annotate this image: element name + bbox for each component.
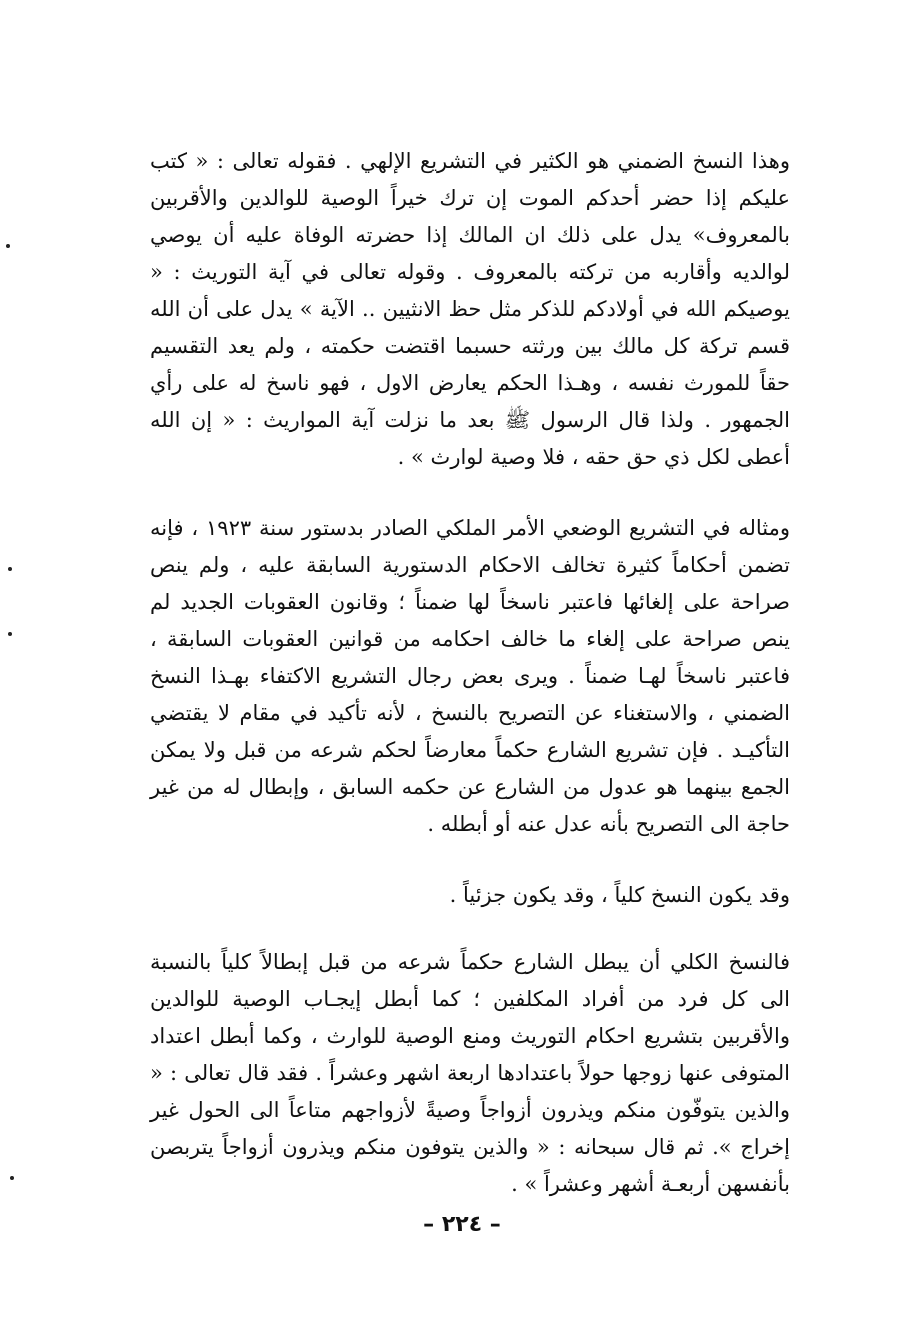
page-body — [150, 143, 790, 1203]
margin-speck — [6, 244, 10, 248]
margin-speck — [10, 1176, 14, 1180]
paragraph-total-abrogation: فالنسخ الكلي أن يبطل الشارع حكماً شرعه من قبل إبطالاً كلياً بالنسبة الى كل فرد من أفراد المكلفين ؛ كما أبطل إيجـاب الوصية للوالدين والأقربين بتشريع احكام التوريث ومنع الوصية للوارث ، وكما أبطل اعتداد المتوفى عنها زوجها حولاً باعتدادها اربعة اشهر وعشراً . فقد قال تعالى : « والذين يتوفّون منكم ويذرون أزواجاً وصيةً لأزواجهم متاعاً الى الحول غير إخراج ». ثم قال سبحانه : « والذين يتوفون منكم ويذرون أزواجاً يتربصن بأنفسهن أربعـة أشهر وعشراً » . — [150, 950, 790, 1196]
margin-speck — [8, 632, 12, 636]
margin-speck — [8, 567, 12, 571]
page-number: – ٢٢٤ – — [423, 1212, 501, 1237]
paragraph-positive-law-example: ومثاله في التشريع الوضعي الأمر الملكي الصادر بدستور سنة ١٩٢٣ ، فإنه تضمن أحكاماً كثيرة تخالف الاحكام الدستورية السابقة عليه ، ولم ينص صراحة على إلغائها فاعتبر ناسخاً لها ضمناً ؛ وقانون العقوبات الجديد لم ينص صراحة على إلغاء ما خالف احكامه من قوانين العقوبات السابقة ، فاعتبر ناسخاً لهـا ضمناً . ويرى بعض رجال التشريع الاكتفاء بهـذا النسخ الضمني ، والاستغناء عن التصريح بالنسخ ، لأنه تأكيد في مقام لا يقتضي التأكيـد . فإن تشريع الشارع حكماً معارضاً لحكم شرعه من قبل ولا يمكن الجمع بينهما هو عدول من الشارع عن حكمه السابق ، وإبطال له من غير حاجة الى التصريح بأنه عدل عنه أو أبطله . — [150, 516, 790, 836]
paragraph-total-partial: وقد يكون النسخ كلياً ، وقد يكون جزئياً . — [449, 883, 790, 907]
paragraph-implicit-abrogation: وهذا النسخ الضمني هو الكثير في التشريع الإلهي . فقوله تعالى : « كتب عليكم إذا حضر أحدكم الموت إن ترك خيراً الوصية للوالدين والأقربين بالمعروف» يدل على ذلك ان المالك إذا حضرته الوفاة عليه أن يوصي لوالديه وأقاربه من تركته بالمعروف . وقوله تعالى في آية التوريث : « يوصيكم الله في أولادكم للذكر مثل حظ الانثيين .. الآية » يدل على أن الله قسم تركة كل مالك بين ورثته حسبما اقتضت حكمته ، ولم يعد التقسيم حقاً للمورث نفسه ، وهـذا الحكم يعارض الاول ، فهو ناسخ له على رأي الجمهور . ولذا قال الرسول ﷺ بعد ما نزلت آية المواريث : « إن الله أعطى لكل ذي حق حقه ، فلا وصية لوارث » . — [150, 149, 790, 469]
